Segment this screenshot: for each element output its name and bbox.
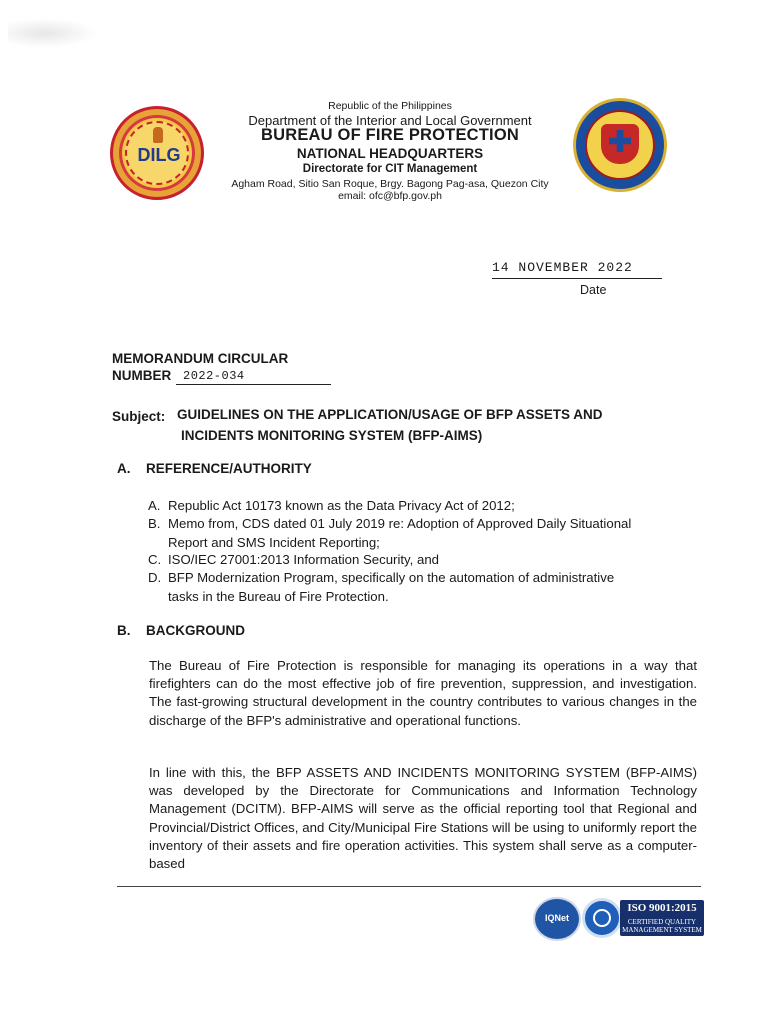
iso-badge-line-1: CERTIFIED QUALITY [627,918,697,926]
reference-item-text: Republic Act 10173 known as the Data Privacy Act of 2012; [168,498,515,513]
date-underline [492,278,662,279]
dilg-seal-logo [110,106,204,200]
reference-item [148,569,673,606]
bfp-seal-logo [573,98,667,192]
reference-item-text: BFP Modernization Program, specifically on the automation of administrative [168,570,615,585]
header-office: NATIONAL HEADQUARTERS [296,146,484,161]
certification-mark-icon [593,909,611,927]
section-a-letter: A. [117,461,131,476]
background-paragraph-2: In line with this, the BFP ASSETS AND INCIDENTS MONITORING SYSTEM (BFP-AIMS) was developed by the Directorate for Communications and Information Technology Management (DCITM). BFP-AIMS will serve as the official reporting tool that Regional and Provincial/District Offices, and City/Municipal Fire Stations will be using to uniformly report the inventory of their assets and fire operation activities. This system shall serve as a computer-based [149,765,697,872]
footer-divider [117,886,701,887]
memo-number-value: 2022-034 [183,369,245,383]
reference-item-text: Memo from, CDS dated 01 July 2019 re: Adoption of Approved Daily Situational [168,516,632,531]
reference-item-label: B. [148,516,161,531]
reference-item [148,497,673,516]
reference-item-label: A. [148,498,161,513]
bfp-seal-ring [585,110,655,180]
header-email: email: ofc@bfp.gov.ph [338,190,442,202]
reference-item-continuation: tasks in the Bureau of Fire Protection. [168,588,389,604]
dilg-seal-inner [125,121,189,185]
memo-title: MEMORANDUM CIRCULAR [112,351,289,366]
header-address: Agham Road, Sitio San Roque, Brgy. Bagong Pag-asa, Quezon City [231,178,549,190]
date-label: Date [580,283,607,297]
subject-line-1: GUIDELINES ON THE APPLICATION/USAGE OF BFP ASSETS AND [177,407,603,422]
subject-line-2: INCIDENTS MONITORING SYSTEM (BFP-AIMS) [181,428,483,443]
reference-item [148,515,673,552]
reference-item [148,551,673,570]
reference-item-label: D. [148,570,162,585]
reference-item-continuation: Report and SMS Incident Reporting; [168,534,380,550]
iso-badge-title: ISO 9001:2015 [627,902,697,914]
reference-item-label: C. [148,552,162,567]
date-value: 14 NOVEMBER 2022 [492,260,633,275]
memo-number-label: NUMBER [112,368,172,383]
iqnet-certification-badge [533,897,581,941]
certification-seal-icon [582,898,622,938]
header-department: Department of the Interior and Local Government [248,113,532,128]
iqnet-badge-text: IQNet [544,913,569,923]
section-b-letter: B. [117,623,131,638]
memo-number-underline [176,384,331,385]
header-directorate: Directorate for CIT Management [302,163,478,175]
section-b-title: BACKGROUND [146,623,245,638]
iso-badge-line-2: MANAGEMENT SYSTEM [622,926,702,934]
scan-smudge [8,18,98,48]
dilg-seal-text: DILG [137,145,181,165]
iso-certification-badge [620,900,704,936]
reference-item-text: ISO/IEC 27001:2013 Information Security, and [168,552,439,567]
background-paragraph-1: The Bureau of Fire Protection is responsible for managing its operations in a way that firefighters can do the most effective job of fire prevention, suppression, and investigation. The fast-growing structural development in the country contributes to various changes in the discharge of the BFP's administrative and operational functions. [149,658,697,728]
subject-label: Subject: [112,409,166,424]
header-bureau: BUREAU OF FIRE PROTECTION [260,126,519,144]
dilg-figure-icon [153,127,163,143]
header-republic: Republic of the Philippines [328,100,452,112]
section-a-title: REFERENCE/AUTHORITY [146,461,312,476]
